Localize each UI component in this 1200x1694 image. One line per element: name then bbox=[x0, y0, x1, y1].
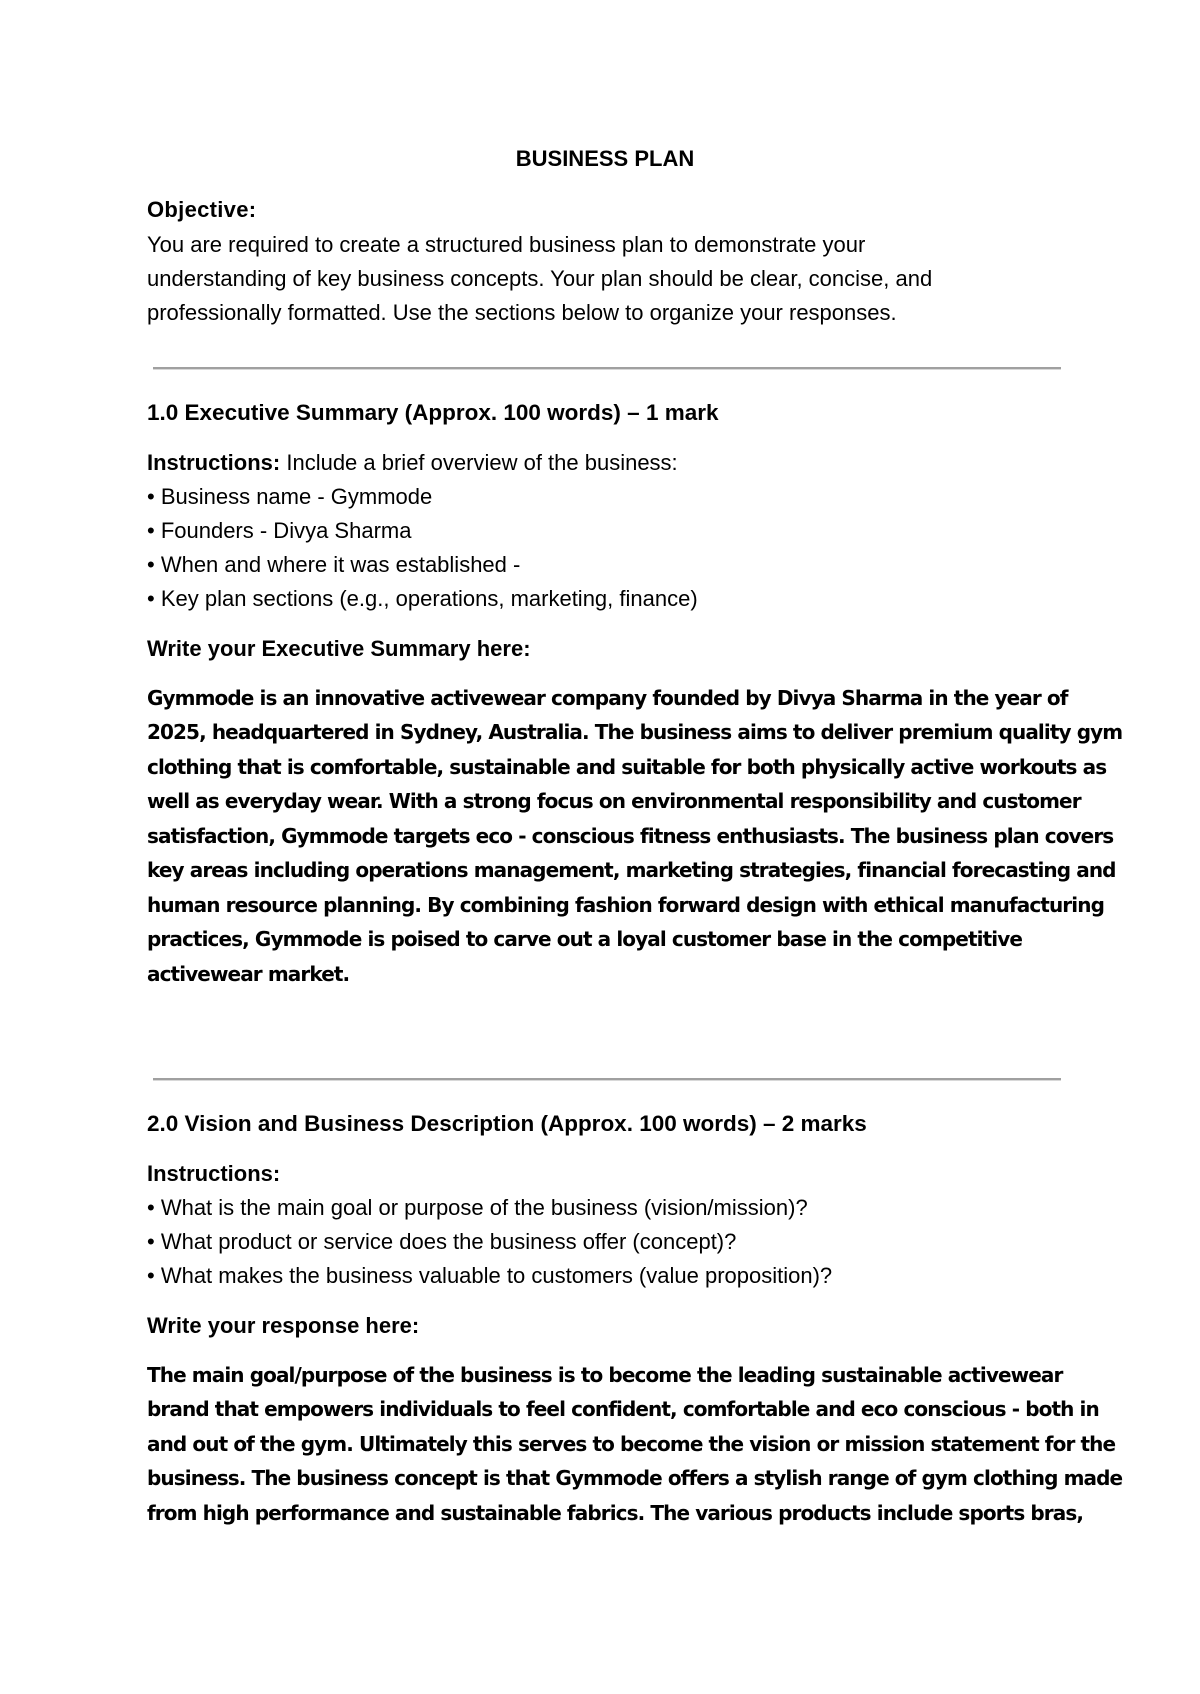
section-2-instructions-label: Instructions: bbox=[147, 1161, 281, 1186]
section-1-heading: 1.0 Executive Summary (Approx. 100 words) – 1 mark bbox=[147, 400, 719, 425]
section-1-bullet: • Business name - Gymmode bbox=[147, 484, 433, 509]
section-2-heading: 2.0 Vision and Business Description (Approx. 100 words) – 2 marks bbox=[147, 1111, 867, 1136]
section-2-response-line: The main goal/purpose of the business is to become the leading sustainable activewear bbox=[147, 1363, 1063, 1387]
section-2-bullet: • What product or service does the business offer (concept)? bbox=[147, 1229, 737, 1254]
section-1-response-line: 2025, headquartered in Sydney, Australia. The business aims to deliver premium quality gym bbox=[147, 720, 1123, 744]
objective-line: professionally formatted. Use the sections below to organize your responses. bbox=[147, 300, 897, 325]
objective-label: Objective: bbox=[147, 197, 257, 222]
instructions-text: Include a brief overview of the business: bbox=[280, 450, 678, 475]
section-1-instructions bbox=[147, 450, 678, 476]
section-1-bullet: • Founders - Divya Sharma bbox=[147, 518, 412, 543]
section-1-bullet: • Key plan sections (e.g., operations, marketing, finance) bbox=[147, 586, 698, 611]
section-1-prompt: Write your Executive Summary here: bbox=[147, 636, 531, 661]
instructions-label: Instructions: bbox=[147, 450, 281, 475]
section-1-response-line: human resource planning. By combining fashion forward design with ethical manufacturing bbox=[147, 893, 1104, 917]
section-2-response-line: business. The business concept is that Gymmode offers a stylish range of gym clothing made bbox=[147, 1466, 1123, 1490]
section-1-response-line: activewear market. bbox=[147, 962, 350, 986]
section-2-bullet: • What is the main goal or purpose of the business (vision/mission)? bbox=[147, 1195, 808, 1220]
section-1-response-line: clothing that is comfortable, sustainable and suitable for both physically active workouts as bbox=[147, 755, 1107, 779]
section-2-prompt: Write your response here: bbox=[147, 1313, 420, 1338]
section-divider bbox=[153, 1078, 1061, 1081]
objective-line: You are required to create a structured business plan to demonstrate your bbox=[147, 232, 866, 257]
section-divider bbox=[153, 367, 1061, 370]
objective-line: understanding of key business concepts. Your plan should be clear, concise, and bbox=[147, 266, 933, 291]
section-1-bullet: • When and where it was established - bbox=[147, 552, 521, 577]
section-2-response-line: from high performance and sustainable fabrics. The various products include sports bras, bbox=[147, 1501, 1084, 1525]
section-1-response-line: practices, Gymmode is poised to carve out a loyal customer base in the competitive bbox=[147, 927, 1022, 951]
section-1-response-line: key areas including operations management, marketing strategies, financial forecasting and bbox=[147, 858, 1116, 882]
section-1-response-line: well as everyday wear. With a strong focus on environmental responsibility and customer bbox=[147, 789, 1081, 813]
section-1-response-line: satisfaction, Gymmode targets eco - conscious fitness enthusiasts. The business plan covers bbox=[147, 824, 1114, 848]
document-title: BUSINESS PLAN bbox=[515, 146, 695, 171]
section-2-response-line: and out of the gym. Ultimately this serves to become the vision or mission statement for the bbox=[147, 1432, 1116, 1456]
section-2-bullet: • What makes the business valuable to customers (value proposition)? bbox=[147, 1263, 833, 1288]
section-1-response-line: Gymmode is an innovative activewear company founded by Divya Sharma in the year of bbox=[147, 686, 1068, 710]
section-2-response-line: brand that empowers individuals to feel confident, comfortable and eco conscious - both in bbox=[147, 1397, 1099, 1421]
